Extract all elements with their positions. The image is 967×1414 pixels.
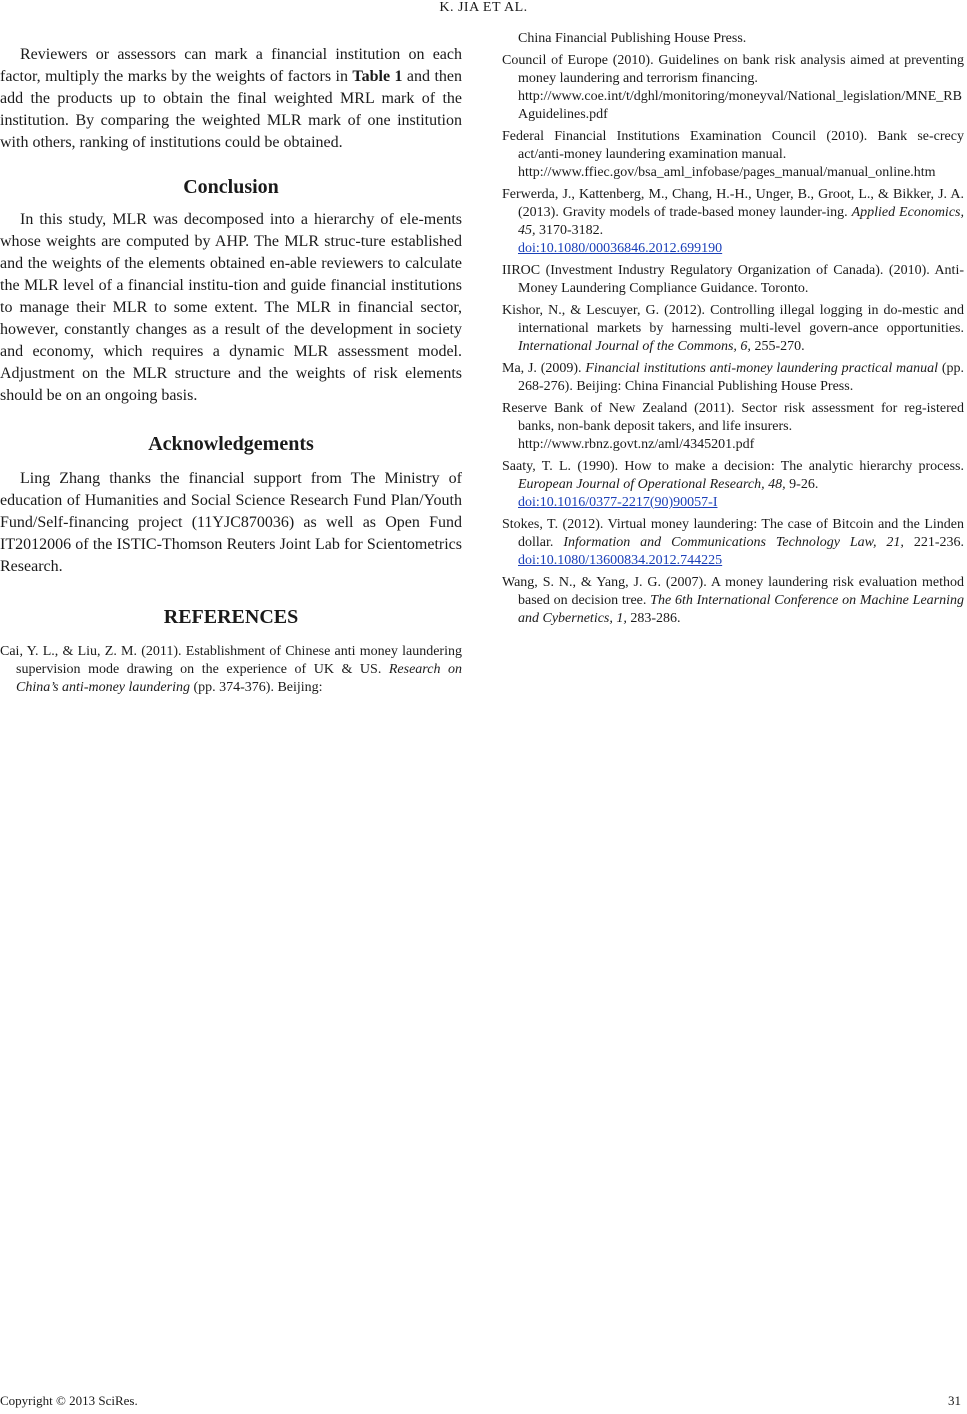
references-heading: REFERENCES [163, 606, 299, 628]
acknowledgements-heading: Acknowledgements [148, 433, 314, 455]
reference-text: 9-26. [785, 477, 819, 492]
right-column [502, 30, 964, 632]
intro-text-2: and then add the products up to obtain the final weighted MRL mark of the institution. By comparing the weighted MLR mark of one institution with others, ranking of institutions could be obtained. [0, 68, 462, 151]
reference-journal: Information and Communications Technology Law, 21, [563, 535, 904, 550]
reference-ma [502, 360, 964, 396]
reference-text: Wang, S. N., & Yang, J. G. (2007). A money laundering risk evaluation method based on decision tree. [502, 575, 964, 608]
reference-text: 255-270. [750, 339, 805, 354]
reference-text: Reserve Bank of New Zealand (2011). Sector risk assessment for reg-istered banks, non-bank deposit takers, and life insurers. [502, 401, 964, 434]
reference-journal: European Journal of Operational Research, 48, [518, 477, 786, 492]
reference-text: Kishor, N., & Lescuyer, G. (2012). Controlling illegal logging in do-mestic and international markets by harnessing multi-level govern-ance opportunities. [502, 303, 964, 336]
conclusion-paragraph: In this study, MLR was decomposed into a hierarchy of ele-ments whose weights are computed by AHP. The MLR struc-ture established and the weights of the elements obtained en-able reviewers to calculate the MLR level of a financial institu-tion and guide financial institutions to manage their MLR to some extent. The MLR in financial sector, however, constantly changes as a result of the development in society and economy, which requires a dynamic MLR assessment model. Adjustment on the MLR structure and the weights of risk elements should be on an ongoing basis. [0, 211, 462, 404]
table-ref-link[interactable]: Table 1 [352, 68, 403, 85]
reference-text: Cai, Y. L., & Liu, Z. M. (2011). Establishment of Chinese anti money laundering supervision mode drawing on the experience of UK & US. [0, 644, 462, 677]
reference-text: Ferwerda, J., Kattenberg, M., Chang, H.-H., Unger, B., Groot, L., & Bikker, J. A. (2013). Gravity models of trade-based money launder-ing. [502, 187, 964, 220]
doi-link[interactable]: doi:10.1080/00036846.2012.699190 [518, 241, 723, 256]
doi-link[interactable]: doi:10.1016/0377-2217(90)90057-I [518, 495, 718, 510]
reference-coe [502, 52, 964, 124]
reference-ferwerda [502, 186, 964, 258]
reference-kishor [502, 302, 964, 356]
reference-url[interactable]: http://www.ffiec.gov/bsa_aml_infobase/pages_manual/manual_online.htm [518, 165, 936, 180]
doi-link[interactable]: doi:10.1080/13600834.2012.744225 [518, 553, 723, 568]
copyright-footer: Copyright © 2013 SciRes. [0, 1393, 138, 1408]
reference-text: Council of Europe (2010). Guidelines on bank risk analysis aimed at preventing money laundering and terrorism financing. [502, 53, 964, 86]
reference-text: 221-236. [903, 535, 964, 550]
intro-text-1: Reviewers or assessors can mark a financial institution on each factor, multiply the marks by the weights of factors in [0, 46, 462, 85]
acknowledgements-paragraph: Ling Zhang thanks the financial support from The Ministry of education of Humanities and Social Science Research Fund Plan/Youth Fund/Self-financing project (11YJC870036) as well as Open Fund IT2012006 of the ISTIC-Thomson Reuters Joint Lab for Scientometrics Research. [0, 470, 462, 575]
reference-text: IIROC (Investment Industry Regulatory Organization of Canada). (2010). Anti-Money Laundering Compliance Guidance. Toronto. [502, 263, 964, 296]
running-head: K. JIA ET AL. [439, 0, 528, 15]
reference-text: Ma, J. (2009). [502, 361, 586, 376]
reference-stokes [502, 516, 964, 570]
reference-text: (pp. 374-376). Beijing: [189, 680, 323, 695]
reference-ffiec [502, 128, 964, 182]
reference-cai-continued: China Financial Publishing House Press. [518, 31, 747, 46]
reference-conference: The 6th International Conference on Machine Learning and Cybernetics, 1, [518, 593, 964, 626]
reference-cai [0, 643, 462, 697]
reference-wang [502, 574, 964, 628]
intro-paragraph [0, 44, 462, 154]
reference-title: Financial institutions anti-money laundering practical manual [585, 361, 939, 376]
conclusion-heading: Conclusion [183, 176, 279, 198]
reference-text: Stokes, T. (2012). Virtual money laundering: The case of Bitcoin and the Linden dollar. [502, 517, 964, 550]
reference-url[interactable]: http://www.rbnz.govt.nz/aml/4345201.pdf [518, 437, 755, 452]
reference-text: 283-286. [626, 611, 681, 626]
reference-url[interactable]: http://www.coe.int/t/dghl/monitoring/moneyval/National_legislation/MNE_RBAguidelines.pdf [518, 89, 962, 122]
reference-saaty [502, 458, 964, 512]
reference-text: Federal Financial Institutions Examination Council (2010). Bank se-crecy act/anti-money laundering examination manual. [502, 129, 964, 162]
reference-rbnz [502, 400, 964, 454]
reference-journal: Applied Economics, 45, [518, 205, 964, 238]
reference-text: (pp. 268-276). Beijing: China Financial Publishing House Press. [518, 361, 964, 394]
reference-journal: International Journal of the Commons, 6, [518, 339, 751, 354]
page-number: 31 [948, 1393, 961, 1408]
reference-text: 3170-3182. [535, 223, 604, 238]
reference-iiroc [502, 262, 964, 298]
reference-title: Research on China’s anti-money laundering [16, 662, 462, 695]
left-column [0, 44, 462, 701]
reference-text: Saaty, T. L. (1990). How to make a decision: The analytic hierarchy process. [502, 459, 964, 474]
